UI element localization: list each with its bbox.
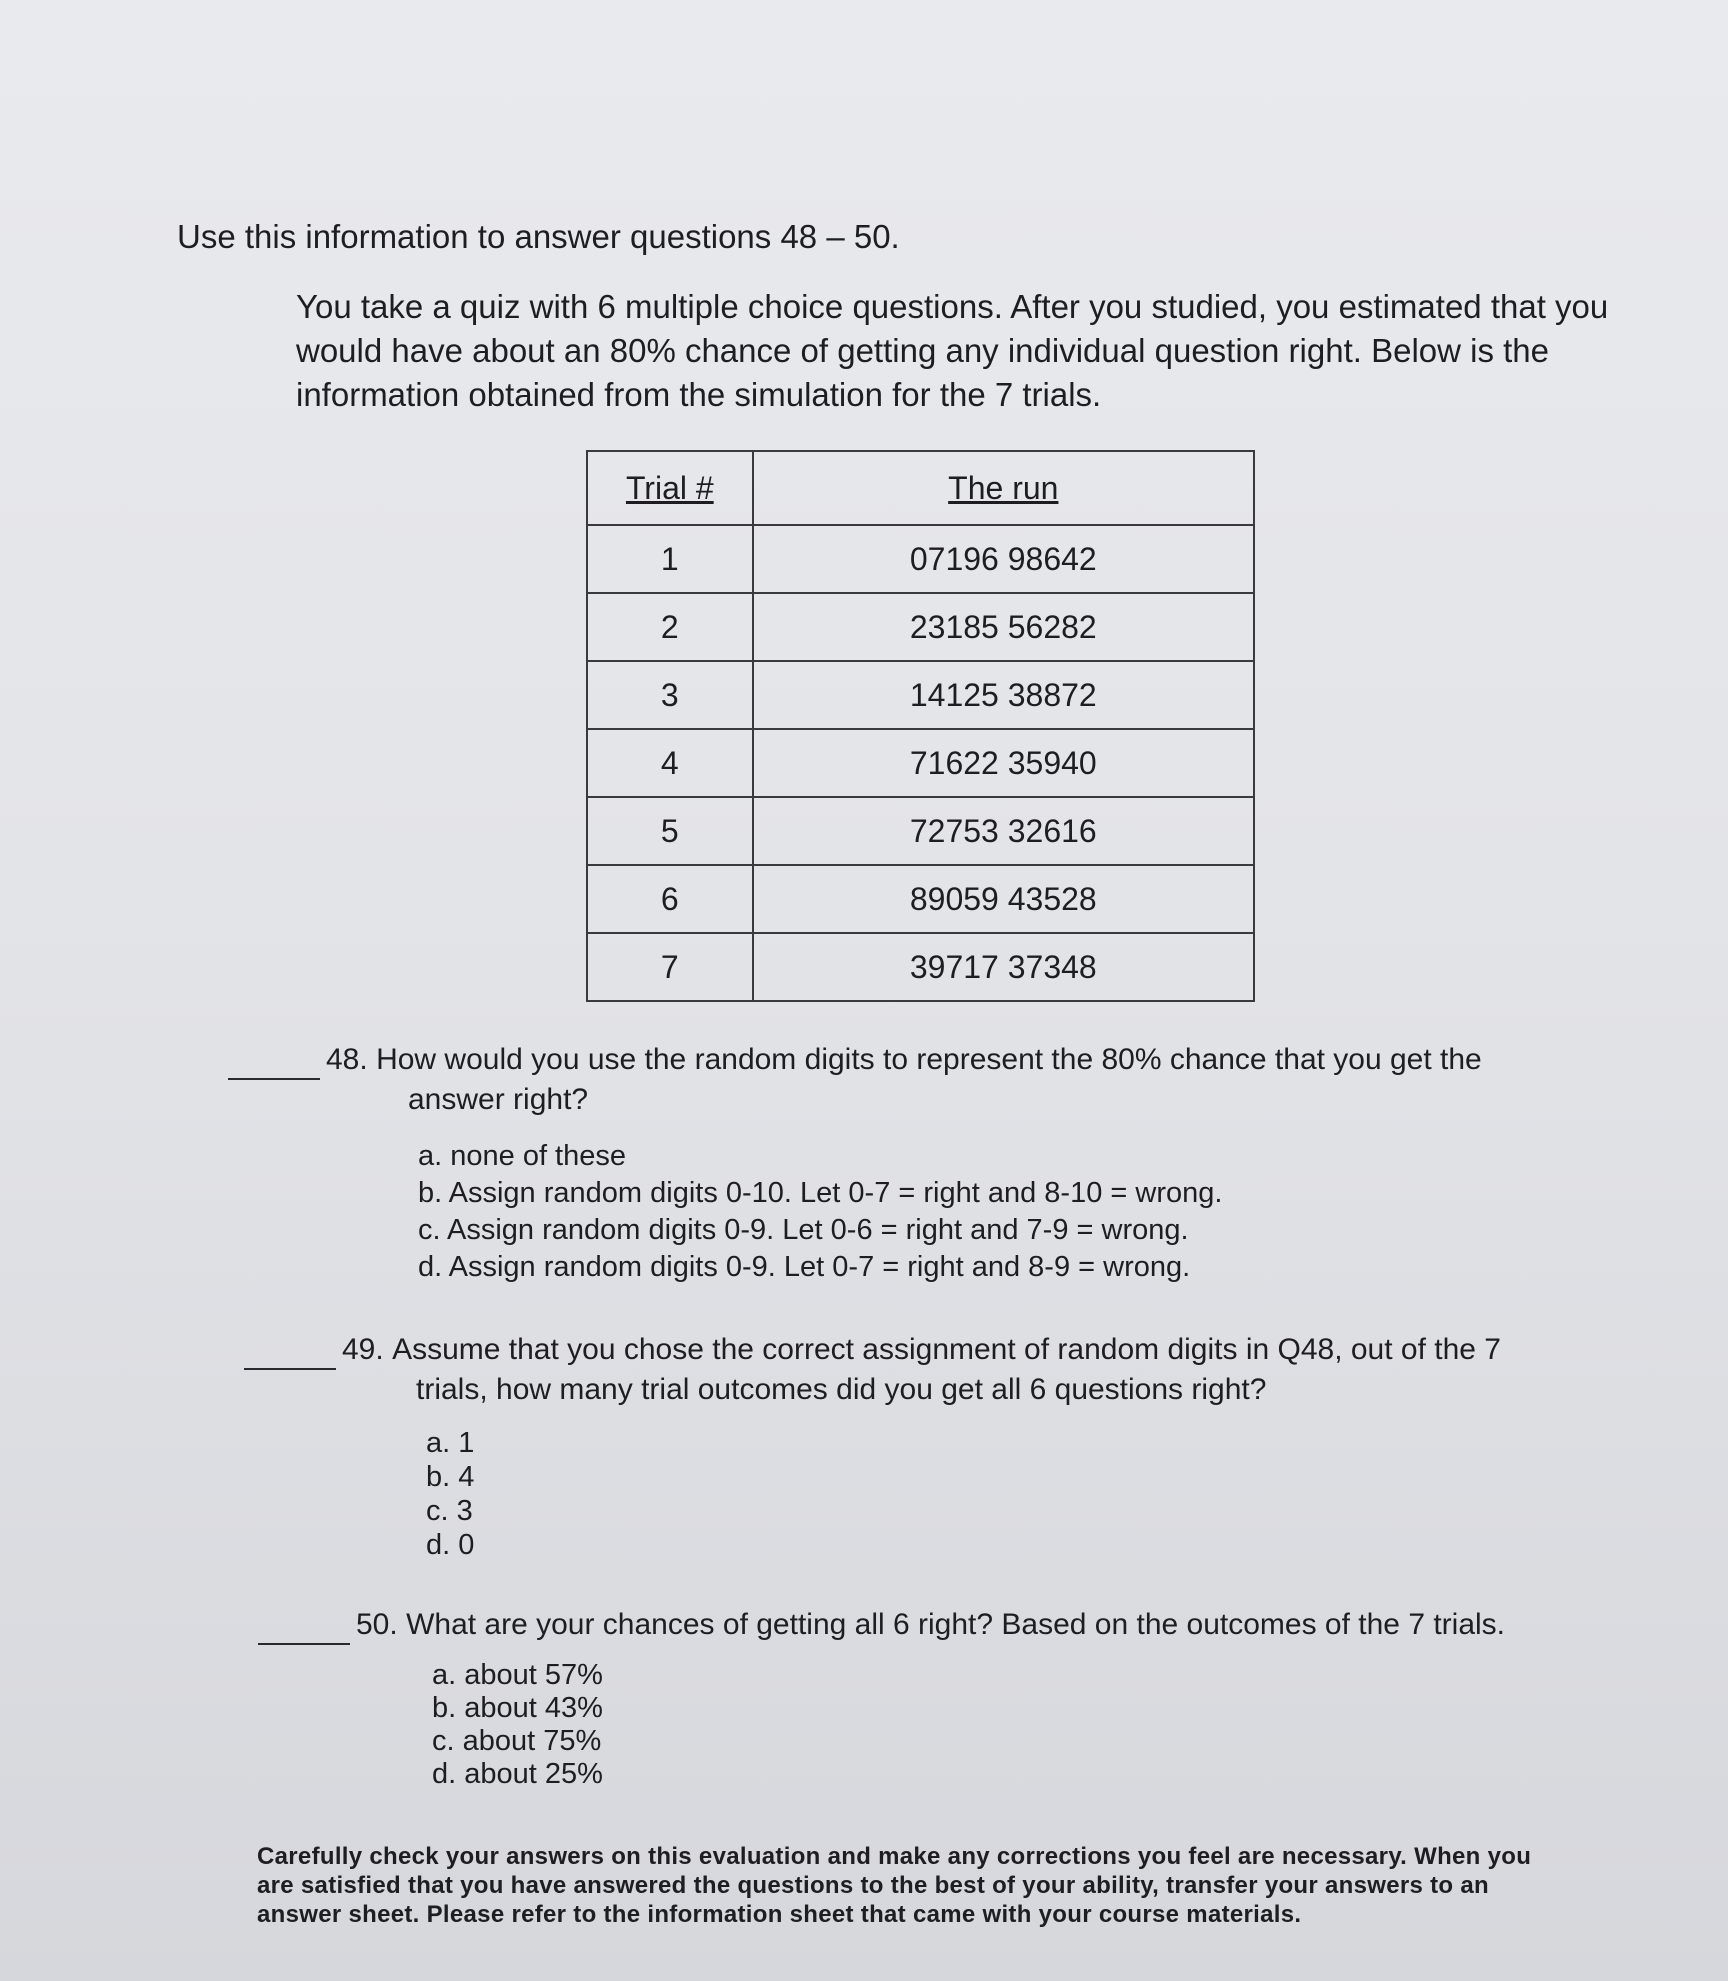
- option-a: a. about 57%: [432, 1659, 603, 1691]
- option-c: c. about 75%: [432, 1725, 602, 1757]
- table-row: [587, 729, 1254, 797]
- question-text: Assume that you chose the correct assignment of random digits in Q48, out of the 7: [392, 1333, 1501, 1366]
- table-header-row: [587, 451, 1254, 525]
- question-49: [244, 1330, 1544, 1562]
- trial-number: 7: [587, 933, 753, 1001]
- table-row: [587, 797, 1254, 865]
- question-number: 49.: [342, 1333, 384, 1366]
- table-row: [587, 865, 1254, 933]
- answer-blank[interactable]: [258, 1615, 350, 1645]
- column-header-trial: Trial #: [587, 451, 753, 525]
- table-row: [587, 661, 1254, 729]
- question-48: [228, 1040, 1528, 1286]
- trial-number: 2: [587, 593, 753, 661]
- scenario-intro: You take a quiz with 6 multiple choice questions. After you studied, you estimated that you would have about an 80% chance of getting any individual question right. Below is the information obtained from the simulation for the 7 trials.: [296, 288, 1609, 413]
- option-c: c. Assign random digits 0-9. Let 0-6 = right and 7-9 = wrong.: [418, 1214, 1189, 1246]
- trial-number: 5: [587, 797, 753, 865]
- question-text: How would you use the random digits to represent the 80% chance that you get the: [376, 1043, 1482, 1076]
- trial-run: 89059 43528: [753, 865, 1254, 933]
- question-number: 48.: [326, 1043, 368, 1076]
- trial-run: 39717 37348: [753, 933, 1254, 1001]
- question-text: What are your chances of getting all 6 right? Based on the outcomes of the 7 trials.: [406, 1608, 1506, 1641]
- table-row: [587, 593, 1254, 661]
- trial-number: 3: [587, 661, 753, 729]
- option-b: b. 4: [426, 1461, 475, 1493]
- answer-options: [244, 1426, 1544, 1562]
- question-50: [258, 1605, 1558, 1791]
- question-line: [228, 1040, 1528, 1080]
- closing-instructions: Carefully check your answers on this evaluation and make any corrections you feel are necessary. When you are satisfied that you have answered the questions to the best of your ability, transfer your answers to an answer sheet. Please refer to the information sheet that came with your course materials.: [257, 1843, 1532, 1928]
- column-header-run: The run: [753, 451, 1254, 525]
- table-row: [587, 525, 1254, 593]
- option-b: b. about 43%: [432, 1692, 603, 1724]
- trial-run: 07196 98642: [753, 525, 1254, 593]
- question-line: [258, 1605, 1558, 1645]
- answer-blank[interactable]: [228, 1050, 320, 1080]
- simulation-table: [586, 450, 1255, 1002]
- answer-blank[interactable]: [244, 1340, 336, 1370]
- instructions-heading: Use this information to answer questions 48 – 50.: [177, 218, 900, 255]
- option-b: b. Assign random digits 0-10. Let 0-7 = right and 8-10 = wrong.: [418, 1177, 1223, 1209]
- option-a: a. 1: [426, 1427, 475, 1459]
- trial-number: 4: [587, 729, 753, 797]
- answer-options: [258, 1659, 1558, 1791]
- option-d: d. about 25%: [432, 1758, 603, 1790]
- question-line: [244, 1330, 1544, 1370]
- question-text-continued: trials, how many trial outcomes did you get all 6 questions right?: [416, 1373, 1267, 1406]
- trial-run: 71622 35940: [753, 729, 1254, 797]
- trial-number: 6: [587, 865, 753, 933]
- option-c: c. 3: [426, 1495, 473, 1527]
- question-text-continued: answer right?: [408, 1083, 589, 1116]
- option-d: d. 0: [426, 1529, 475, 1561]
- table-row: [587, 933, 1254, 1001]
- option-d: d. Assign random digits 0-9. Let 0-7 = right and 8-9 = wrong.: [418, 1251, 1191, 1283]
- question-number: 50.: [356, 1608, 398, 1641]
- trial-run: 23185 56282: [753, 593, 1254, 661]
- trial-run: 72753 32616: [753, 797, 1254, 865]
- answer-options: [228, 1138, 1528, 1286]
- trial-number: 1: [587, 525, 753, 593]
- trial-run: 14125 38872: [753, 661, 1254, 729]
- option-a: a. none of these: [418, 1140, 626, 1172]
